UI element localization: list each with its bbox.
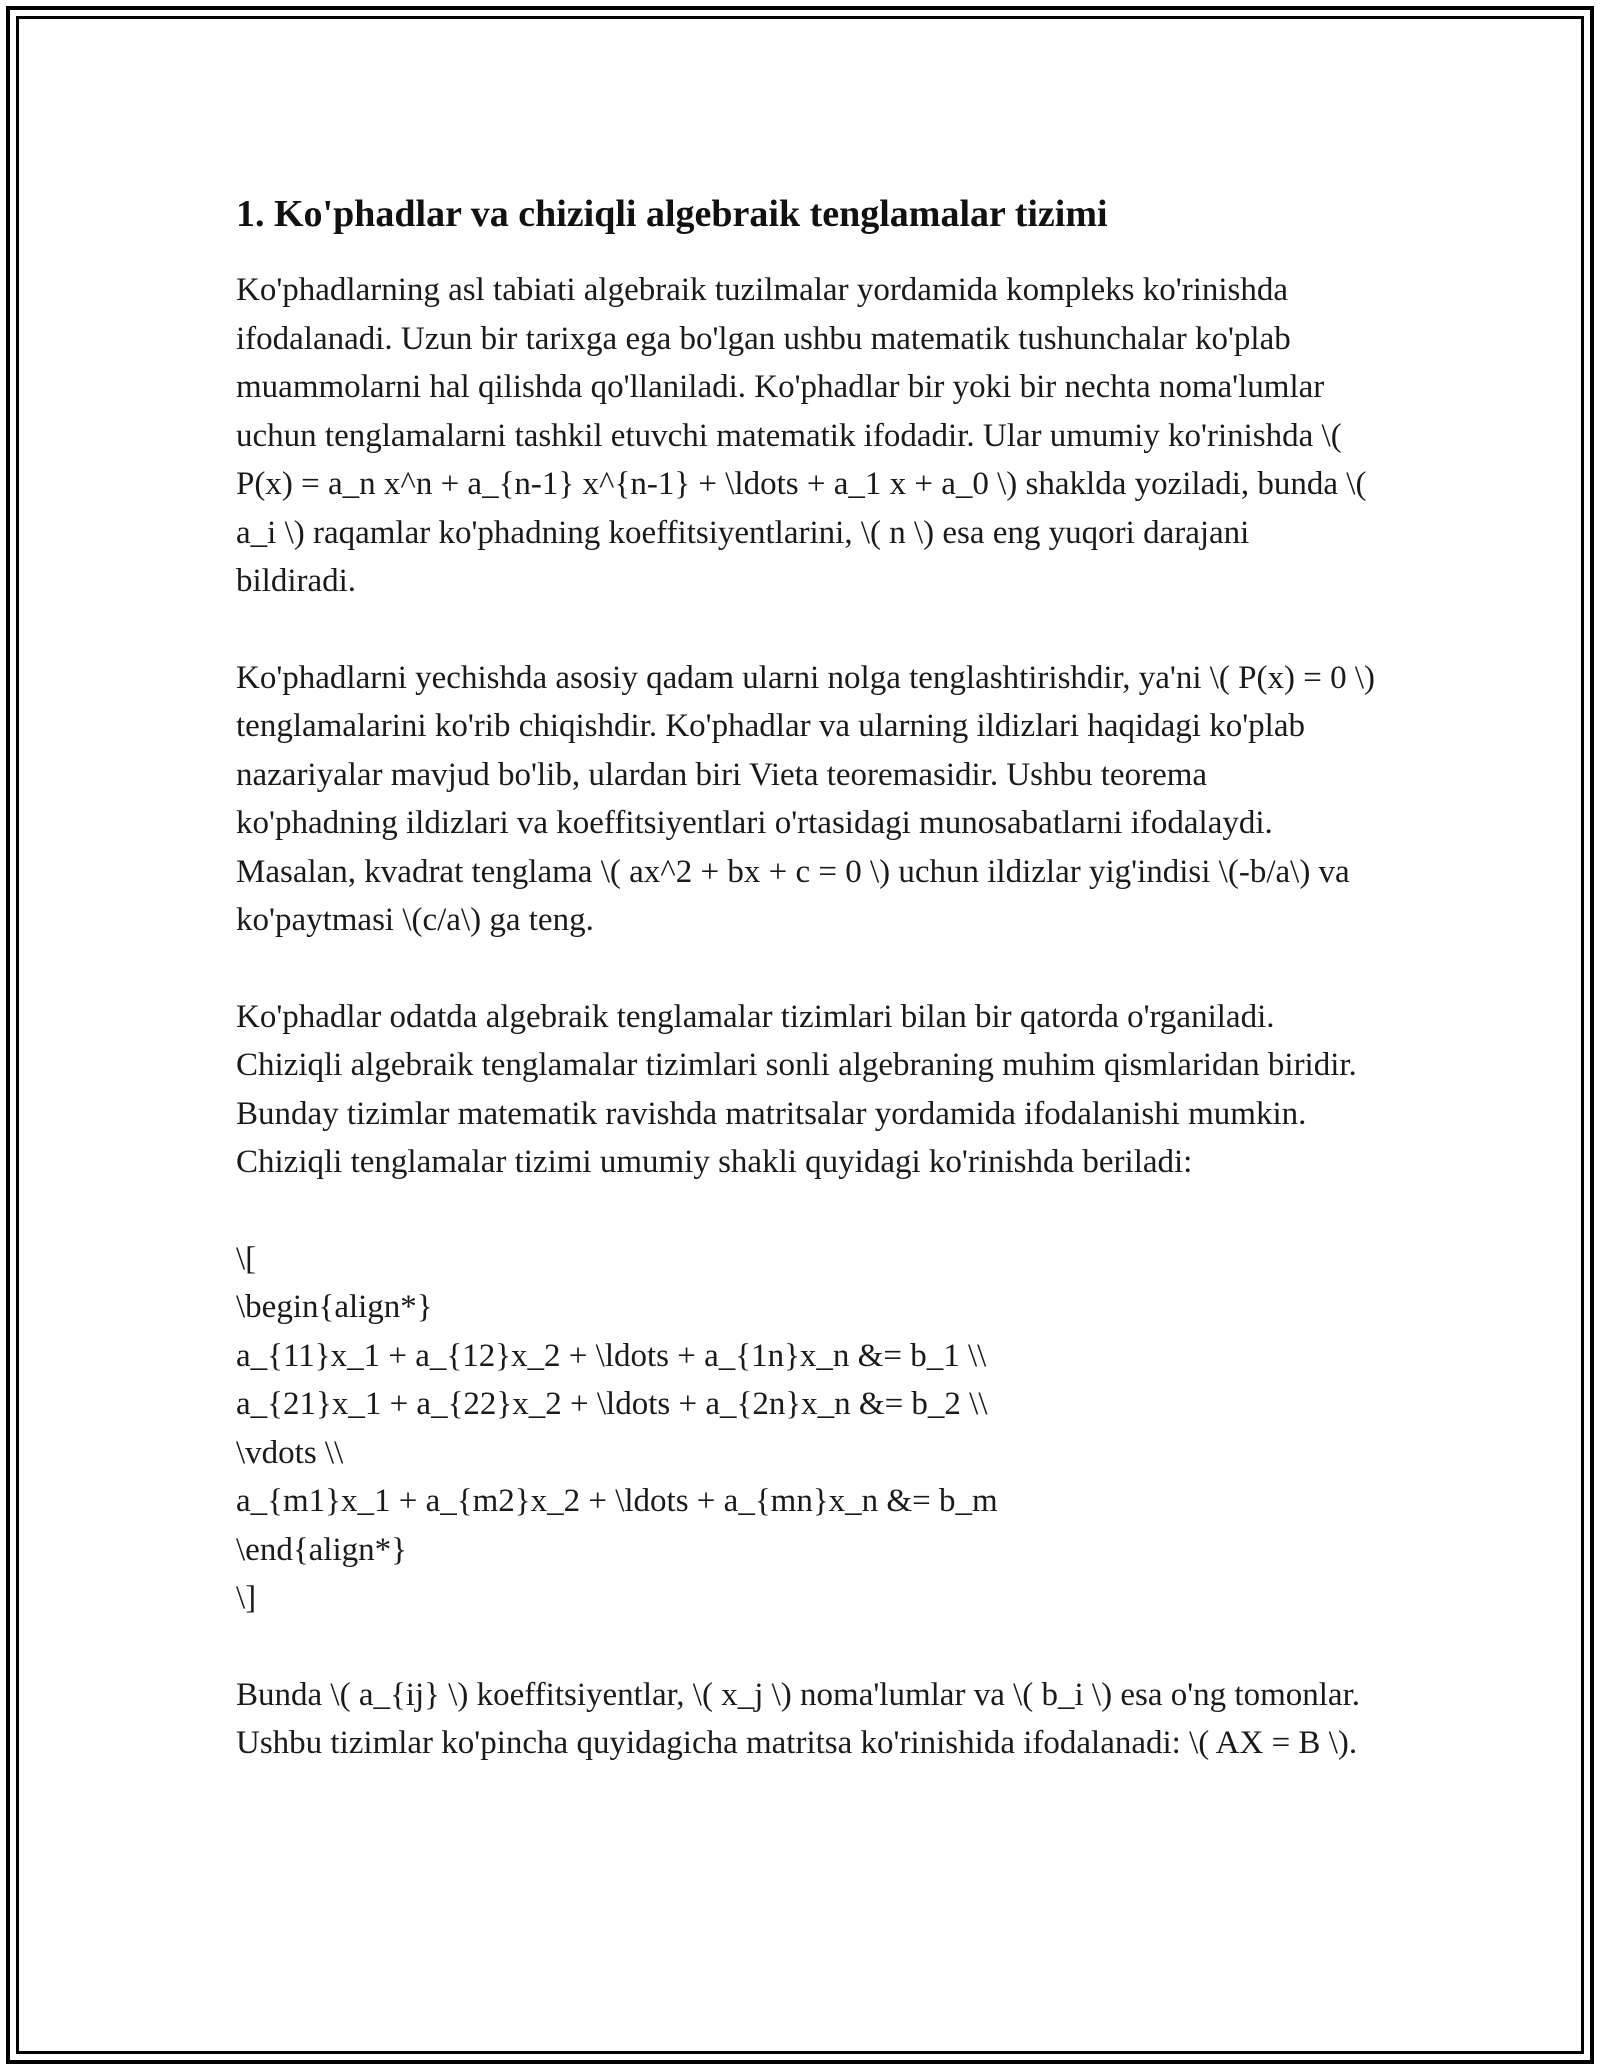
equation-line: a_{21}x_1 + a_{22}x_2 + \ldots + a_{2n}x_n &= b_2 \\ — [236, 1386, 988, 1422]
equation-line: a_{m1}x_1 + a_{m2}x_2 + \ldots + a_{mn}x_n &= b_m — [236, 1483, 998, 1519]
equation-block — [236, 1235, 1376, 1623]
equation-line: \[ — [236, 1240, 257, 1277]
equation-line: a_{11}x_1 + a_{12}x_2 + \ldots + a_{1n}x_n &= b_1 \\ — [236, 1337, 987, 1374]
paragraph-linear-systems: Ko'phadlar odatda algebraik tenglamalar tizimlari bilan bir qatorda o'rganiladi. Chiziqli algebraik tenglamalar tizimlari sonli algebraning muhim qismlaridan biridir. Bunday tizimlar matematik ravishda matritsalar yordamida ifodalanishi mumkin. Chiziqli tenglamalar tizimi umumiy shakli quyidagi ko'rinishda beriladi: — [236, 998, 1357, 1180]
paragraph-polynomial-roots: Ko'phadlarni yechishda asosiy qadam ularni nolga tenglashtirishdir, ya'ni \( P(x) = 0 \) tenglamalarini ko'rib chiqishdir. Ko'phadlar va ularning ildizlari haqidagi ko'plab nazariyalar mavjud bo'lib, ulardan biri Vieta teoremasidir. Ushbu teorema ko'phadning ildizlari va koeffitsiyentlari o'rtasidagi munosabatlarni ifodalaydi. Masalan, kvadrat tenglama \( ax^2 + bx + c = 0 \) uchun ildizlar yig'indisi \(-b/a\) va ko'paytmasi \(c/a\) ga teng. — [236, 659, 1376, 938]
paragraph-polynomials-intro: Ko'phadlarning asl tabiati algebraik tuzilmalar yordamida kompleks ko'rinishda ifodalanadi. Uzun bir tarixga ega bo'lgan ushbu matematik tushunchalar ko'plab muammolarni hal qilishda qo'llaniladi. Ko'phadlar bir yoki bir nechta noma'lumlar uchun tenglamalarni tashkil etuvchi matematik ifodadir. Ular umumiy ko'rinishda \( P(x) = a_n x^n + a_{n-1} x^{n-1} + \ldots + a_1 x + a_0 \) shaklda yoziladi, bunda \( a_i \) raqamlar ko'phadning koeffitsiyentlarini, \( n \) esa eng yuqori darajani bildiradi. — [236, 272, 1367, 599]
paragraph-matrix-form: Bunda \( a_{ij} \) koeffitsiyentlar, \( x_j \) noma'lumlar va \( b_i \) esa o'ng tomonlar. Ushbu tizimlar ko'pincha quyidagicha matritsa ko'rinishida ifodalanadi: \( AX = B \). — [236, 1676, 1360, 1761]
section-heading: 1. Ko'phadlar va chiziqli algebraik tenglamalar tizimi — [236, 193, 1108, 235]
equation-line: \end{align*} — [236, 1531, 407, 1568]
equation-line: \begin{align*} — [236, 1289, 433, 1325]
equation-line: \vdots \\ — [236, 1434, 344, 1471]
document-body — [236, 188, 1376, 1816]
equation-line: \] — [236, 1580, 257, 1616]
